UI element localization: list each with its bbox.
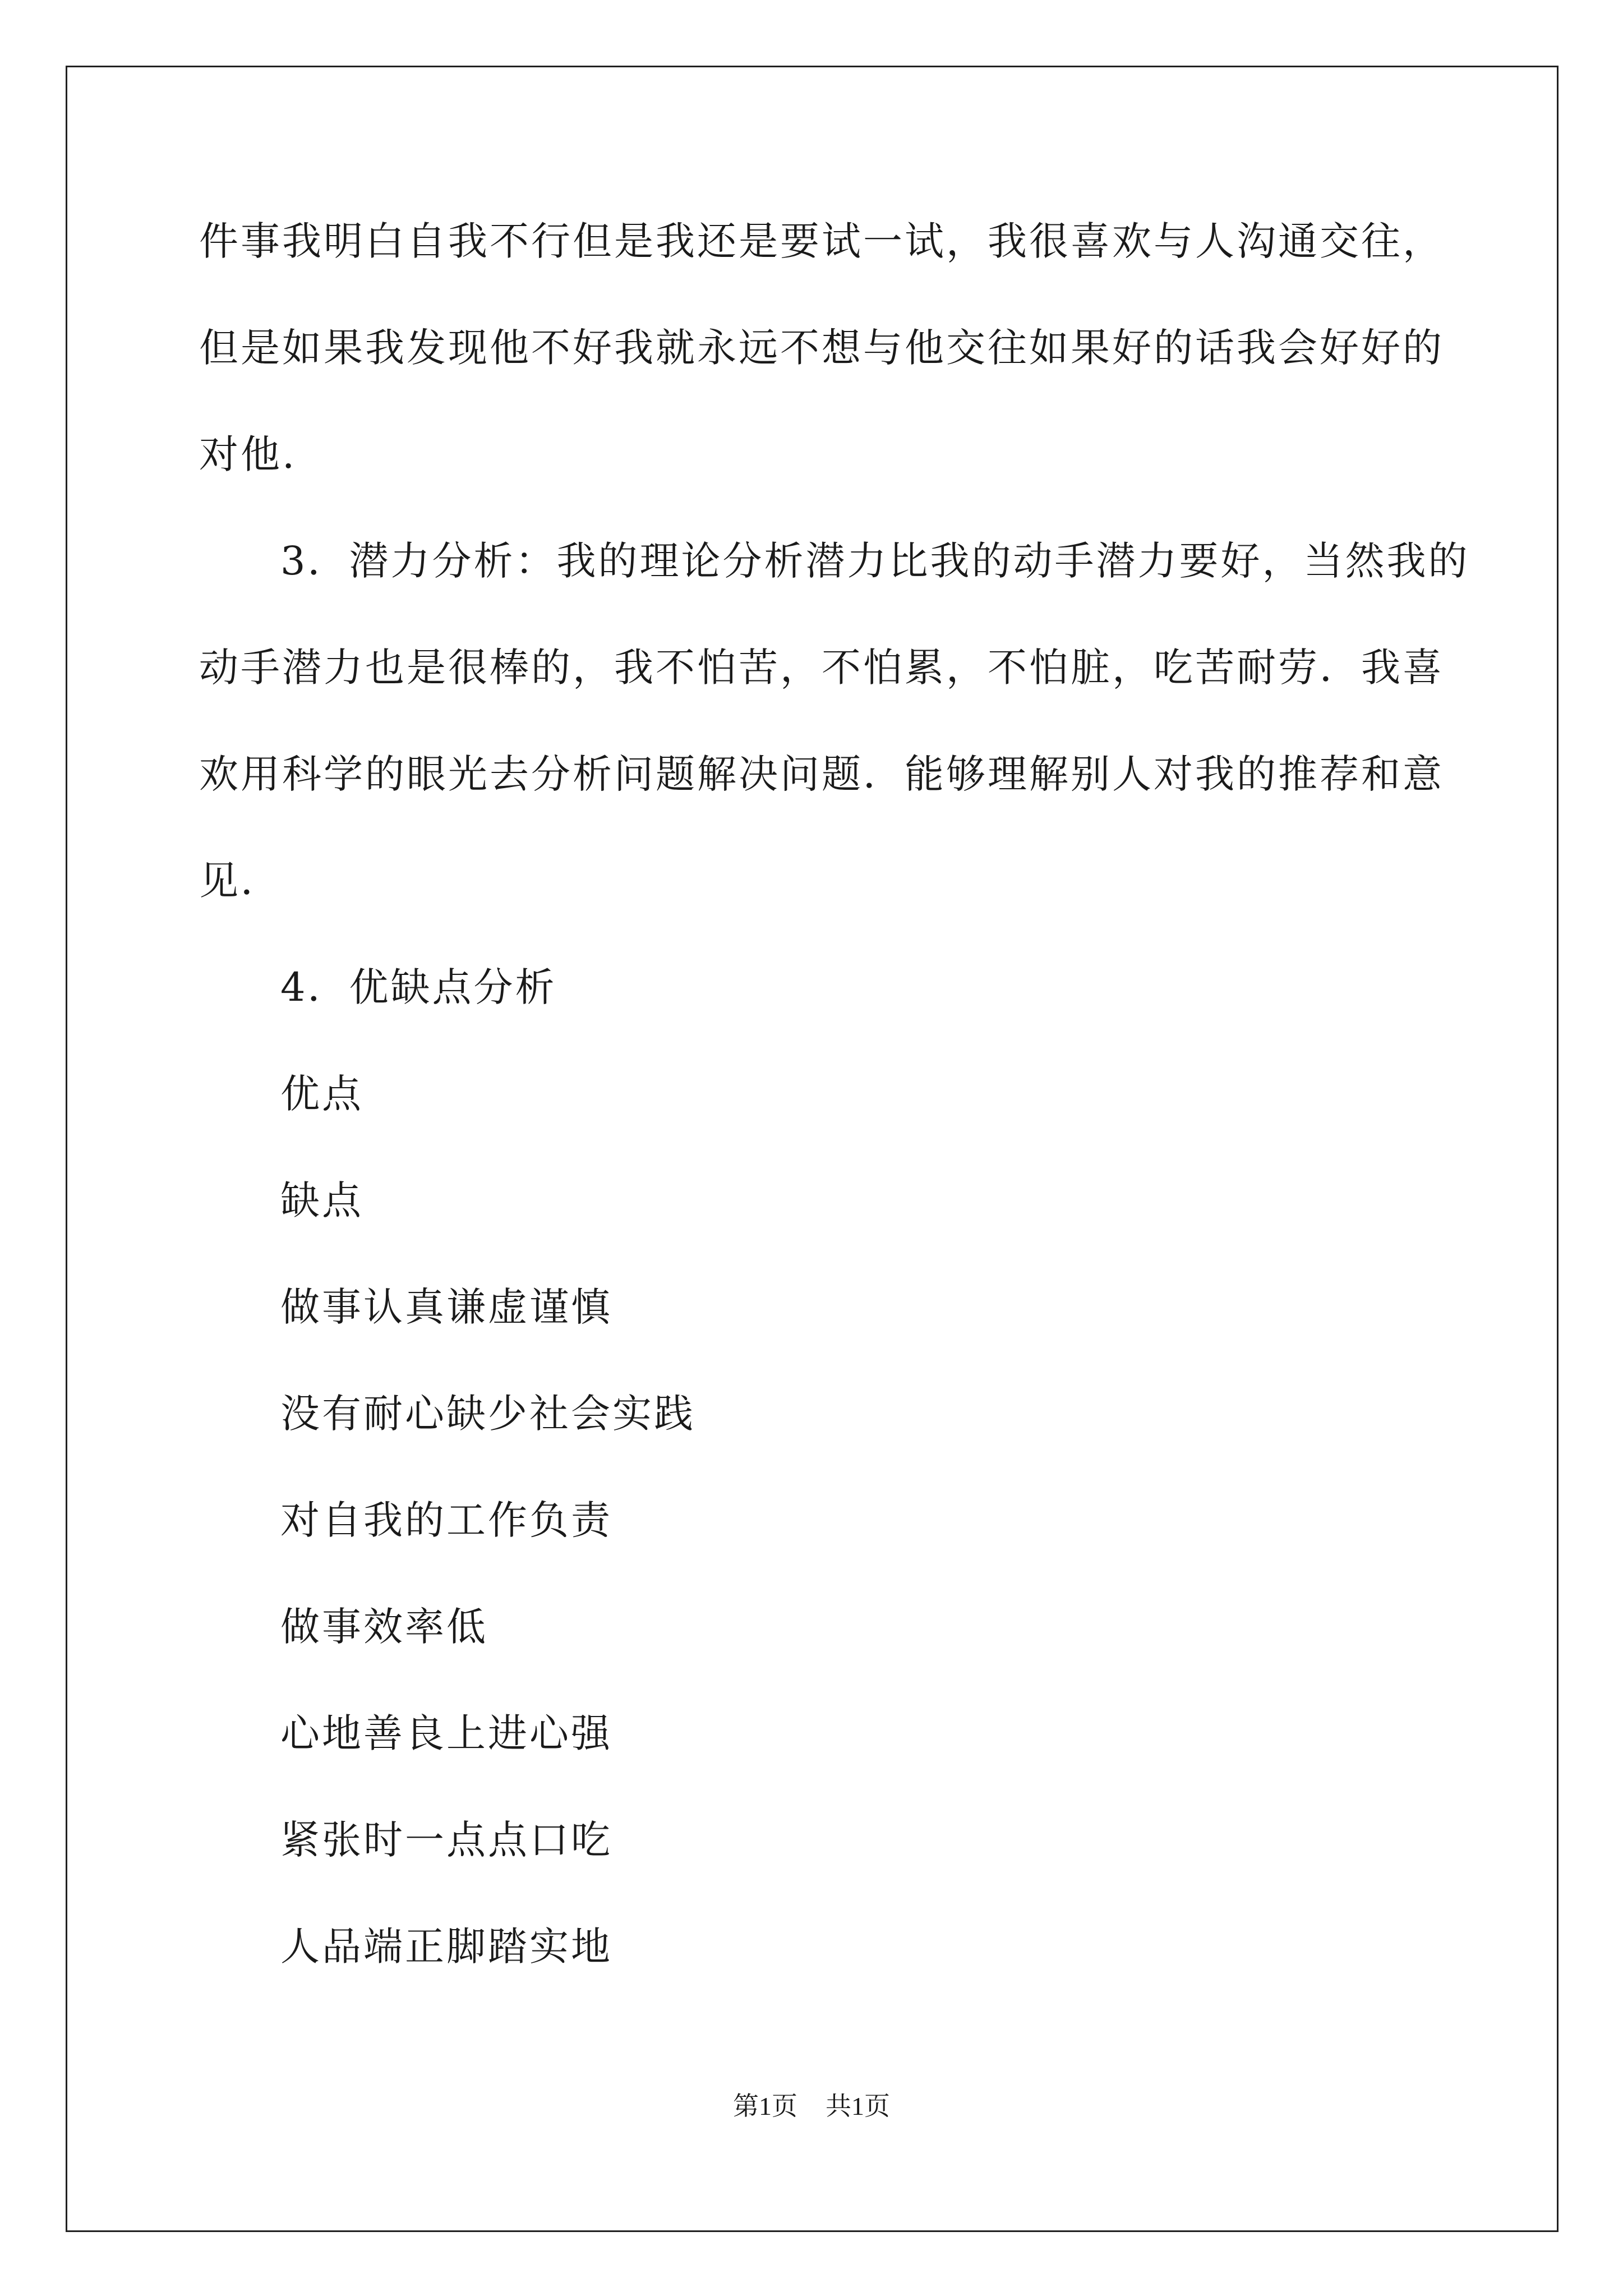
text-line: 见． [199,858,282,904]
text-line: 对他. [199,431,297,477]
page-total: 共1页 [826,2092,890,2120]
text-line: 但是如果我发现他不好我就永远不想与他交往如果好的话我会好好的 [199,325,1444,371]
list-item: 缺点 [280,1177,363,1223]
list-item: 紧张时一点点口吃 [280,1817,612,1863]
text-line: 3．潜力分析：我的理论分析潜力比我的动手潜力要好，当然我的 [280,538,1470,584]
list-item: 做事认真谦虚谨慎 [280,1284,612,1330]
list-item: 做事效率低 [280,1604,488,1650]
list-item: 优点 [280,1071,363,1117]
page-footer [0,2090,1623,2123]
text-line: 件事我明白自我不行但是我还是要试一试，我很喜欢与人沟通交往， [199,218,1444,264]
page-border [66,66,1559,2232]
text-line: 动手潜力也是很棒的，我不怕苦，不怕累，不怕脏，吃苦耐劳．我喜 [199,645,1444,691]
section-heading: 4．优缺点分析 [280,964,557,1010]
text-line: 欢用科学的眼光去分析问题解决问题．能够理解别人对我的推荐和意 [199,751,1444,797]
page-number: 第1页 [733,2092,797,2120]
list-item: 心地善良上进心强 [280,1710,612,1756]
list-item: 没有耐心缺少社会实践 [280,1391,695,1437]
list-item: 对自我的工作负责 [280,1497,612,1543]
list-item: 人品端正脚踏实地 [280,1924,612,1970]
